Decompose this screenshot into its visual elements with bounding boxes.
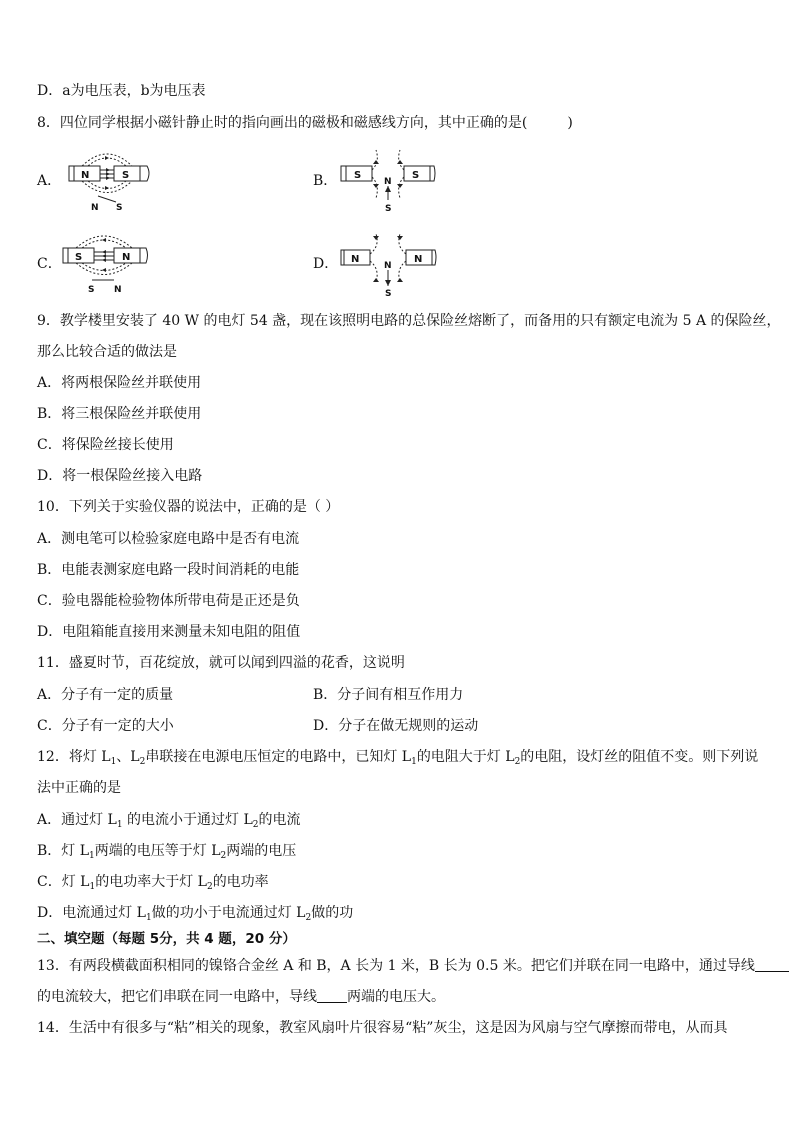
q12a-part-b: 的电流小于通过灯 L: [122, 812, 253, 828]
q9-stem-line2: 那么比较合适的做法是: [37, 344, 177, 360]
q8d-right-pole: N: [414, 254, 423, 265]
q8-option-d-label: D．: [313, 256, 339, 272]
q12-sub-2: 2: [139, 757, 146, 767]
q8a-needle-left: N: [91, 203, 99, 212]
q12-sub-2b: 2: [514, 757, 521, 767]
q12d-sub-2: 2: [305, 913, 312, 923]
q13-line1-text: 13．有两段横截面积相同的镍铬合金丝 A 和 B，A 长为 1 米，B 长为 0.5 米。把它们并联在同一电路中，通过导线: [37, 958, 755, 974]
q8a-right-pole: S: [122, 170, 130, 181]
q8-option-c-label: C．: [37, 256, 62, 272]
q8c-needle-right: N: [114, 285, 122, 294]
q12b-part-b: 两端的电压等于灯 L: [94, 843, 221, 859]
q8-stem: [37, 113, 573, 133]
q12d-part-a: D．电流通过灯 L: [37, 905, 146, 921]
q12c-sub-2: 2: [206, 882, 213, 892]
q13-line2-text-b: 两端的电压大。: [347, 989, 445, 1005]
q8-option-b-label: B．: [313, 173, 338, 189]
q7-option-d: D．a为电压表，b为电压表: [37, 83, 206, 99]
q12-option-b: [37, 841, 296, 866]
q12-stem-part-d: 的电阻大于灯 L: [416, 749, 515, 765]
q12-stem-part-a: 12．将灯 L: [37, 749, 111, 765]
q12b-sub-1: 1: [89, 851, 95, 861]
q13-blank-2[interactable]: [317, 988, 347, 1003]
q12a-sub-1: 1: [116, 820, 123, 830]
q9-stem-line1: 9．教学楼里安装了 40 W 的电灯 54 盏，现在该照明电路的总保险丝熔断了，而备用的只有额定电流为 5 A 的保险丝，: [37, 313, 781, 329]
q8-option-a-label: A．: [37, 173, 62, 189]
q9-option-a: A．将两根保险丝并联使用: [37, 375, 202, 391]
q12a-sub-2: 2: [252, 820, 259, 830]
q13-line1: [37, 956, 789, 976]
q9-option-d: D．将一根保险丝接入电路: [37, 468, 203, 484]
q11-option-c: C．分子有一定的大小: [37, 718, 174, 734]
q10-option-d: D．电阻箱能直接用来测量未知电阻的阻值: [37, 624, 301, 640]
q12b-part-a: B．灯 L: [37, 843, 90, 859]
q14-line1: 14．生活中有很多与“粘”相关的现象，教室风扇叶片很容易“粘”灰尘，这是因为风扇与空气摩擦而带电，从而具: [37, 1020, 728, 1036]
q8c-needle-left: S: [88, 285, 95, 294]
q12c-sub-1: 1: [89, 882, 96, 892]
q13-line2-text-a: 的电流较大，把它们串联在同一电路中，导线: [37, 989, 317, 1005]
q8-option-c-diagram: [62, 232, 150, 294]
q10-option-b: B．电能表测家庭电路一段时间消耗的电能: [37, 562, 300, 578]
q12-stem-part-e: 的电阻，设灯丝的阻值不变。则下列说: [520, 749, 759, 765]
q8d-needle-bottom: S: [385, 289, 392, 298]
q8a-left-pole: N: [81, 170, 90, 181]
q8b-needle-top: N: [384, 177, 392, 187]
q8-option-a-diagram: [68, 150, 152, 212]
q8d-needle-top: N: [384, 261, 392, 271]
section-fill-in-title: 二、填空题（每题 5分，共 4 题，20 分）: [37, 931, 296, 947]
q8c-right-pole: N: [122, 252, 131, 263]
q12c-part-b: 的电功率大于灯 L: [95, 874, 207, 890]
q12c-part-c: 的电功率: [212, 874, 269, 890]
q12b-part-c: 两端的电压: [226, 843, 297, 859]
q10-stem: 10．下列关于实验仪器的说法中，正确的是（ ）: [37, 499, 340, 515]
q8a-needle-right: S: [116, 203, 123, 212]
q12-sub-1b: 1: [411, 757, 417, 767]
q8-option-d-diagram: [340, 232, 440, 298]
q13-blank-1[interactable]: [755, 957, 789, 972]
q12-sub-1: 1: [110, 757, 117, 767]
q12-stem-line1: [37, 747, 758, 772]
q8-stem-text: 8．四位同学根据小磁针静止时的指向画出的磁极和磁感线方向，其中正确的是(: [37, 115, 528, 131]
q10-option-a: A．测电笔可以检验家庭电路中是否有电流: [37, 531, 300, 547]
q9-option-b: B．将三根保险丝并联使用: [37, 406, 202, 422]
q12b-sub-2: 2: [220, 851, 227, 861]
q12-option-d: [37, 903, 353, 928]
q12c-part-a: C．灯 L: [37, 874, 90, 890]
q10-option-c: C．验电器能检验物体所带电荷是正还是负: [37, 593, 300, 609]
q11-stem: 11．盛夏时节，百花绽放，就可以闻到四溢的花香，这说明: [37, 655, 405, 671]
q13-line2: [37, 987, 445, 1007]
q12-stem-part-c: 串联接在电源电压恒定的电路中，已知灯 L: [145, 749, 412, 765]
q8d-left-pole: N: [351, 254, 360, 265]
q8b-right-pole: S: [412, 170, 420, 181]
q9-option-c: C．将保险丝接长使用: [37, 437, 174, 453]
q8-stem-close: ): [567, 115, 573, 131]
q11-option-a: A．分子有一定的质量: [37, 687, 174, 703]
q12d-sub-1: 1: [145, 913, 152, 923]
q12d-part-c: 做的功: [311, 905, 354, 921]
q12-stem-line2: 法中正确的是: [37, 780, 121, 796]
q8c-left-pole: S: [75, 252, 83, 263]
q8b-needle-bottom: S: [385, 204, 392, 214]
q11-option-d: D．分子在做无规则的运动: [313, 718, 479, 734]
q8b-left-pole: S: [354, 170, 362, 181]
q11-option-b: B．分子间有相互作用力: [313, 687, 464, 703]
q8-option-b-diagram: [340, 148, 436, 214]
q12-option-a: [37, 810, 301, 835]
q12a-part-c: 的电流: [258, 812, 301, 828]
q12d-part-b: 做的功小于电流通过灯 L: [151, 905, 306, 921]
q12-option-c: [37, 872, 269, 897]
q12-stem-part-b: 、L: [116, 749, 140, 765]
q12a-part-a: A．通过灯 L: [37, 812, 117, 828]
